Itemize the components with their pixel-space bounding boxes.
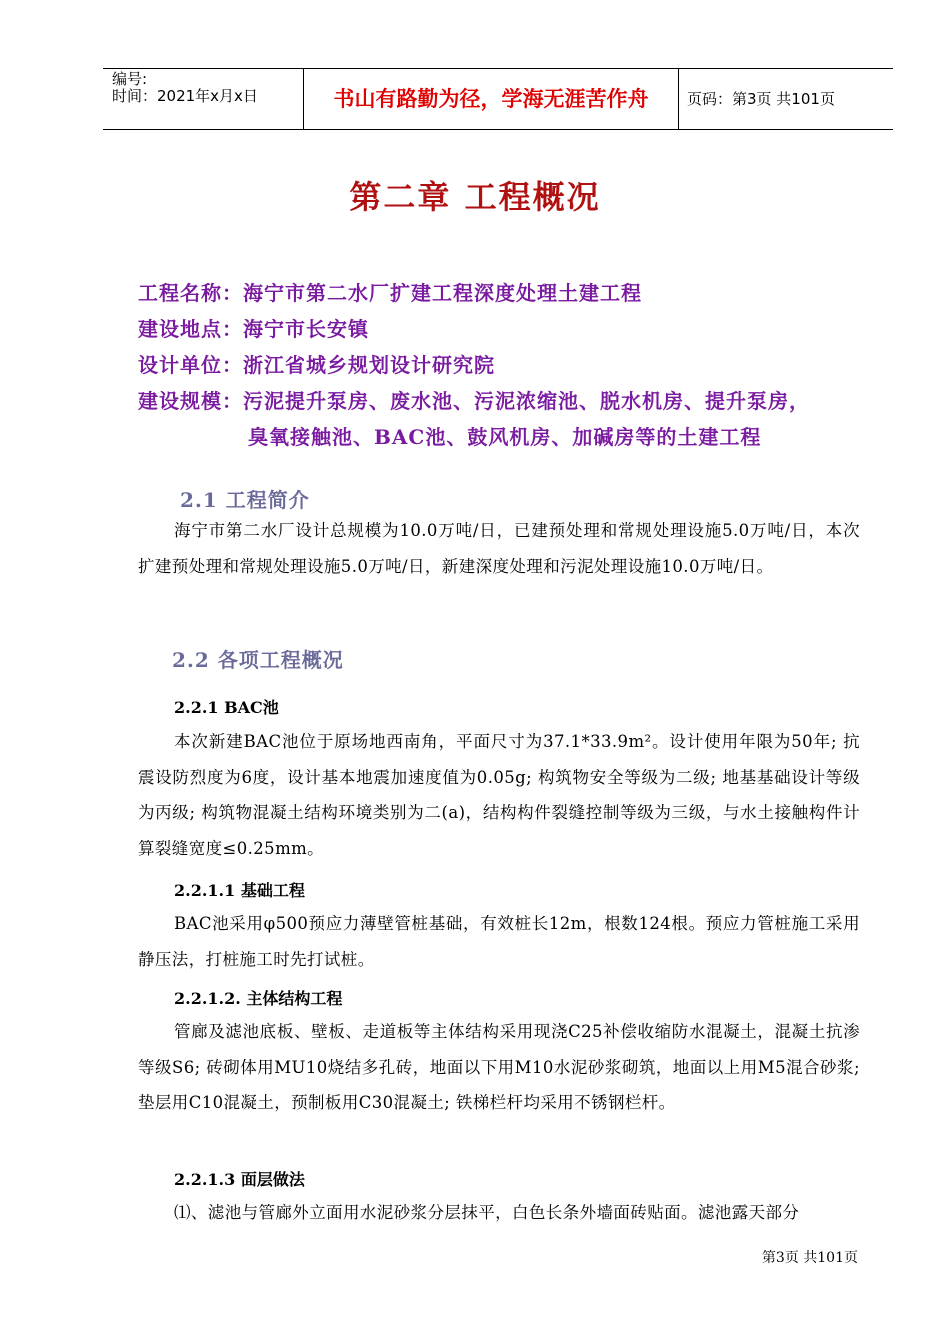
paragraph-surface-finish: ⑴、滤池与管廊外立面用水泥砂浆分层抹平，白色长条外墙面砖贴面。滤池露天部分 [174,1203,800,1222]
chapter-title: 第二章 工程概况 [349,178,601,216]
scale-line-1 [138,385,810,414]
section-2-1-heading: 2.1 工程简介 [180,488,310,512]
design-unit-value: 浙江省城乡规划设计研究院 [243,353,495,377]
project-name-value: 海宁市第二水厂扩建工程深度处理土建工程 [243,281,642,305]
section-2-1-text: 海宁市第二水厂设计总规模为10.0万吨/日，已建预处理和常规处理设施5.0万吨/日，本次扩建预处理和常规处理设施5.0万吨/日，新建深度处理和污泥处理设施10.0万吨/日。 [138,521,860,576]
subsection-2-2-1-1: 2.2.1.1 基础工程 [174,881,305,900]
section-2-2-heading: 2.2 各项工程概况 [172,648,344,672]
scale-label: 建设规模： [138,389,243,413]
paragraph-main-structure: 管廊及滤池底板、壁板、走道板等主体结构采用现浇C25补偿收缩防水混凝土，混凝土抗渗等级S6; 砖砌体用MU10烧结多孔砖，地面以下用M10水泥砂浆砌筑，地面以上用M5混合砂浆; 垫层用C10混凝土，预制板用C30混凝土; 铁梯栏杆均采用不锈钢栏杆。 [138,1022,860,1112]
project-name-label: 工程名称： [138,281,243,305]
paragraph-bac-overview: 本次新建BAC池位于原场地西南角，平面尺寸为37.1*33.9m²。设计使用年限为50年; 抗震设防烈度为6度，设计基本地震加速度值为0.05g; 构筑物安全等级为二级; 地基基础设计等级为丙级; 构筑物混凝土结构环境类别为二(a)，结构构件裂缝控制等级为三级，与水土接触构件计算裂缝宽度≤0.25mm。 [138,732,860,858]
scale-line-2 [248,421,761,450]
subsection-2-2-1-3: 2.2.1.3 面层做法 [174,1170,305,1189]
motto: 书山有路勤为径，学海无涯苦作舟 [303,69,679,129]
number-label: 编号: [112,70,148,88]
design-unit-label: 设计单位： [138,353,243,377]
project-site-label: 建设地点： [138,317,243,341]
time-line: 时间：2021年x月x日 [112,87,258,105]
header-left-cell [103,69,303,129]
project-site-value: 海宁市长安镇 [243,317,369,341]
project-name-line [138,277,642,306]
scale-value-1: 污泥提升泵房、废水池、污泥浓缩池、脱水机房、提升泵房， [243,389,810,413]
project-site-line [138,313,369,342]
design-unit-line [138,349,495,378]
scale-value-2: 臭氧接触池、BAC池、鼓风机房、加碱房等的土建工程 [248,425,762,449]
page-header [103,68,893,130]
subsection-2-2-1: 2.2.1 BAC池 [174,698,279,717]
page-footer: 第3页 共101页 [761,1250,858,1266]
subsection-2-2-1-2: 2.2.1.2. 主体结构工程 [174,989,343,1008]
page-code: 页码：第3页 共101页 [687,90,835,108]
paragraph-foundation: BAC池采用φ500预应力薄壁管桩基础，有效桩长12m，根数124根。预应力管桩施工采用静压法，打桩施工时先打试桩。 [138,914,860,969]
